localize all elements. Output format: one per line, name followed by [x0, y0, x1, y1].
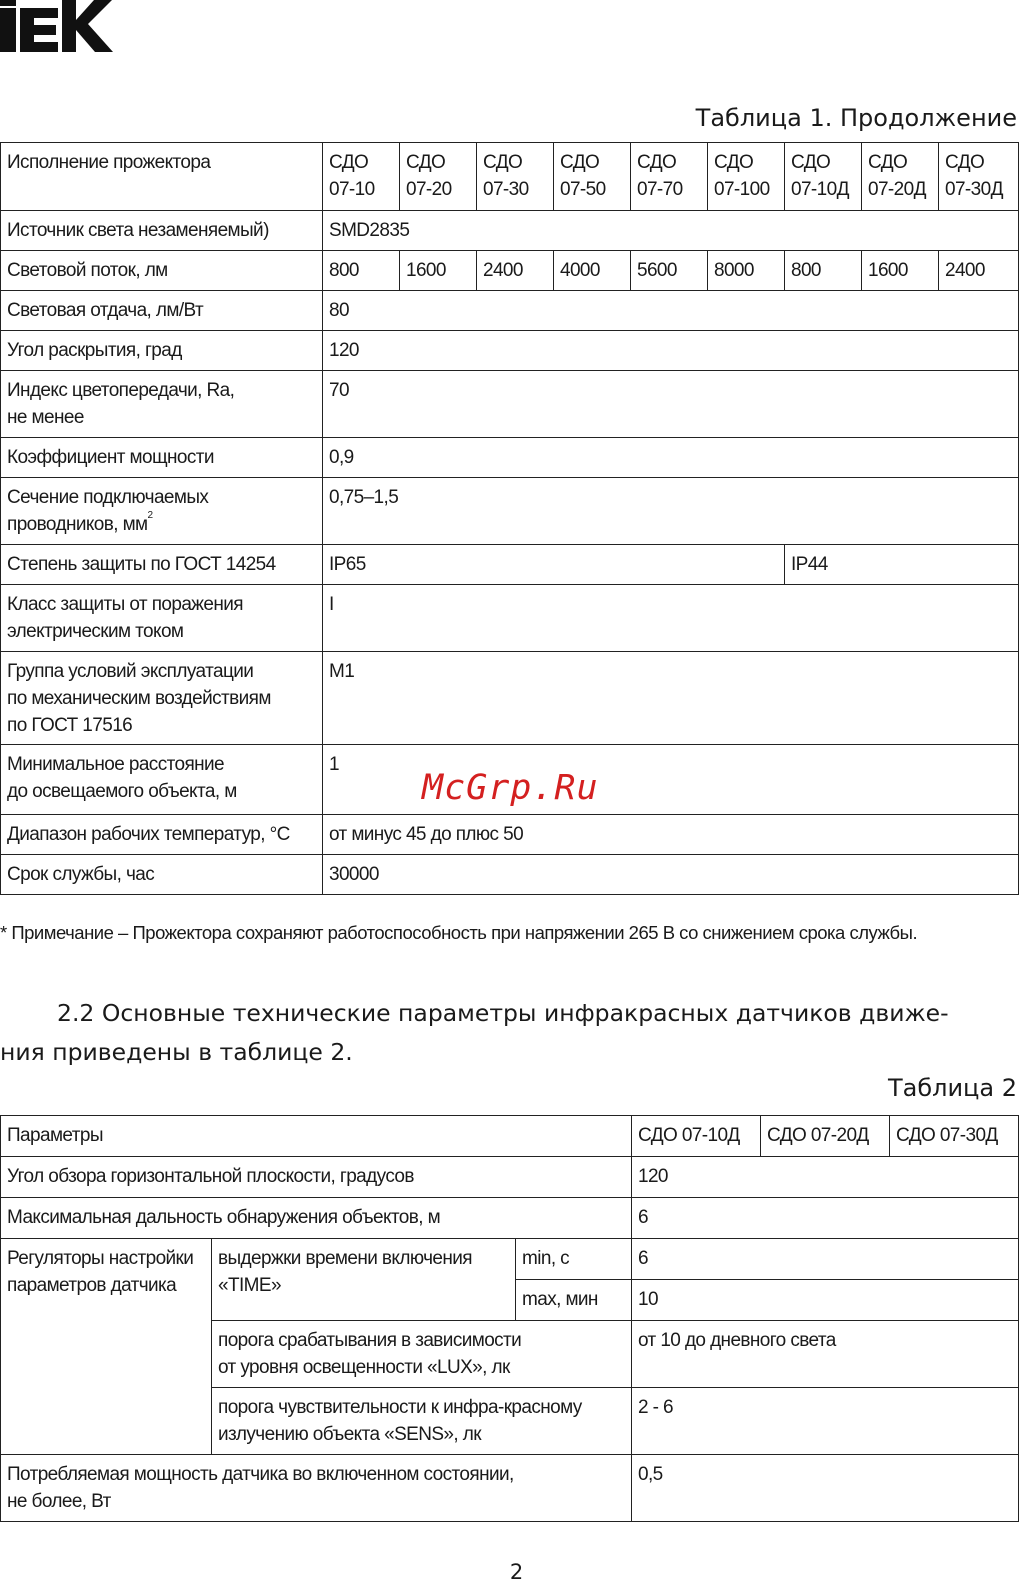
model-cell: СДО 07-20	[400, 143, 477, 211]
flux-value: 5600	[631, 251, 708, 291]
ip-value-b: IP44	[785, 545, 1019, 585]
row-label: Источник света незаменяемый)	[1, 211, 323, 251]
row-value: 6	[632, 1198, 1019, 1239]
row-label: Потребляемая мощность датчика во включенном состоянии, не более, Вт	[1, 1455, 632, 1522]
time-max-label: max, мин	[516, 1280, 632, 1321]
row-label: Угол обзора горизонтальной плоскости, градусов	[1, 1157, 632, 1198]
row-label: Минимальное расстояние до освещаемого объекта, м	[1, 745, 323, 815]
time-max-value: 10	[632, 1280, 1019, 1321]
model-cell: СДО 07-20Д	[761, 1116, 890, 1157]
row-value: 1	[323, 745, 1019, 815]
time-label: выдержки времени включения «TIME»	[212, 1239, 516, 1321]
lux-value: от 10 до дневного света	[632, 1321, 1019, 1388]
page-number: 2	[509, 1560, 524, 1584]
sens-value: 2 - 6	[632, 1388, 1019, 1455]
row-value: от минус 45 до плюс 50	[323, 815, 1019, 855]
ip-value-a: IP65	[323, 545, 785, 585]
row-label: Коэффициент мощности	[1, 438, 323, 478]
table-row	[1, 1455, 1019, 1522]
header-label: Исполнение прожектора	[1, 143, 323, 211]
row-label: Угол раскрытия, град	[1, 331, 323, 371]
table-row	[1, 855, 1019, 895]
table-row	[1, 1157, 1019, 1198]
watermark: McGrp.Ru	[422, 768, 599, 808]
table-row	[1, 585, 1019, 652]
table1-caption: Таблица 1. Продолжение	[695, 104, 1017, 132]
flux-value: 2400	[939, 251, 1019, 291]
flux-value: 2400	[477, 251, 554, 291]
table-row	[1, 815, 1019, 855]
header-label: Параметры	[1, 1116, 632, 1157]
row-value: 0,75–1,5	[323, 478, 1019, 545]
flux-value: 4000	[554, 251, 631, 291]
sens-label: порога чувствительности к инфра-красному излучению объекта «SENS», лк	[212, 1388, 632, 1455]
row-label: Срок службы, час	[1, 855, 323, 895]
row-value: 70	[323, 371, 1019, 438]
table-row	[1, 1116, 1019, 1157]
row-value: 120	[632, 1157, 1019, 1198]
table-row	[1, 1239, 1019, 1280]
table-row	[1, 143, 1019, 211]
row-label: Индекс цветопередачи, Ra, не менее	[1, 371, 323, 438]
row-label: Максимальная дальность обнаружения объектов, м	[1, 1198, 632, 1239]
table-row	[1, 545, 1019, 585]
row-label: Световой поток, лм	[1, 251, 323, 291]
table-row	[1, 371, 1019, 438]
table-row	[1, 211, 1019, 251]
model-cell: СДО 07-20Д	[862, 143, 939, 211]
row-value: М1	[323, 652, 1019, 745]
sensor-table	[0, 1115, 1019, 1522]
table-row	[1, 438, 1019, 478]
table-row	[1, 291, 1019, 331]
flux-value: 1600	[400, 251, 477, 291]
row-value: SMD2835	[323, 211, 1019, 251]
row-label: Группа условий эксплуатации по механическим воздействиям по ГОСТ 17516	[1, 652, 323, 745]
flux-value: 8000	[708, 251, 785, 291]
row-label: Сечение подключаемых проводников, $мм^2$	[1, 478, 323, 545]
model-cell: СДО 07-30Д	[939, 143, 1019, 211]
row-value: I	[323, 585, 1019, 652]
model-cell: СДО 07-70	[631, 143, 708, 211]
row-value: 0,9	[323, 438, 1019, 478]
model-cell: СДО 07-50	[554, 143, 631, 211]
row-value: 0,5	[632, 1455, 1019, 1522]
table-row	[1, 478, 1019, 545]
time-min-value: 6	[632, 1239, 1019, 1280]
model-cell: СДО 07-30	[477, 143, 554, 211]
iek-logo	[0, 0, 115, 56]
row-label: Степень защиты по ГОСТ 14254	[1, 545, 323, 585]
flux-value: 1600	[862, 251, 939, 291]
model-cell: СДО 07-10Д	[785, 143, 862, 211]
row-value: 120	[323, 331, 1019, 371]
regulators-label: Регуляторы настройки параметров датчика	[1, 1239, 212, 1455]
table-row	[1, 652, 1019, 745]
row-value: 80	[323, 291, 1019, 331]
model-cell: СДО 07-100	[708, 143, 785, 211]
table-row	[1, 251, 1019, 291]
table-note: * Примечание – Прожектора сохраняют работоспособность при напряжении 265 В со снижением срока службы.	[0, 922, 918, 943]
table-row	[1, 331, 1019, 371]
row-label: Световая отдача, лм/Вт	[1, 291, 323, 331]
row-label: Диапазон рабочих температур, °С	[1, 815, 323, 855]
lux-label: порога срабатывания в зависимости от уровня освещенности «LUX», лк	[212, 1321, 632, 1388]
model-cell: СДО 07-30Д	[890, 1116, 1019, 1157]
row-value: 30000	[323, 855, 1019, 895]
flux-value: 800	[323, 251, 400, 291]
model-cell: СДО 07-10	[323, 143, 400, 211]
table-row	[1, 1198, 1019, 1239]
model-cell: СДО 07-10Д	[632, 1116, 761, 1157]
row-label: Класс защиты от поражения электрическим током	[1, 585, 323, 652]
time-min-label: min, с	[516, 1239, 632, 1280]
section-paragraph: 2.2 Основные технические параметры инфракрасных датчиков движе- ния приведены в таблице 2.	[0, 999, 949, 1066]
flux-value: 800	[785, 251, 862, 291]
table2-caption: Таблица 2	[887, 1074, 1017, 1102]
